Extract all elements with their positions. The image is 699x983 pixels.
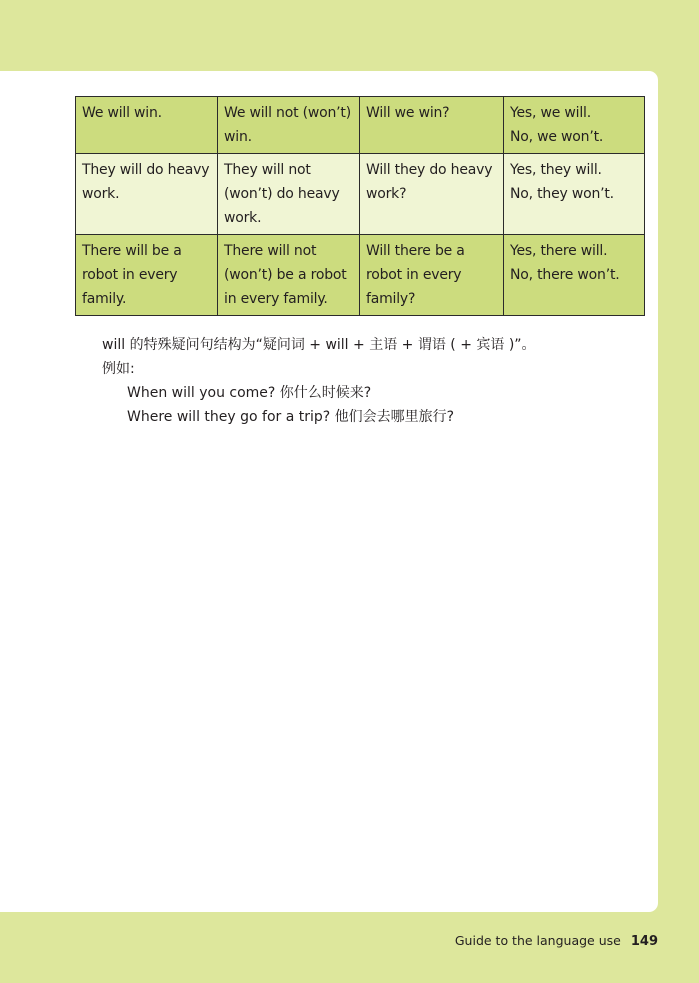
table-cell bbox=[76, 97, 218, 154]
cell-line: No, we won’t. bbox=[510, 129, 604, 145]
grammar-table bbox=[75, 96, 645, 316]
cell-line: work. bbox=[224, 210, 262, 226]
table-row bbox=[76, 154, 645, 235]
table-cell bbox=[218, 97, 360, 154]
cell-line: Yes, they will. bbox=[510, 162, 602, 178]
cell-line: We will not (won’t) bbox=[224, 105, 351, 121]
cell-line: in every family. bbox=[224, 291, 328, 307]
example-sentence: When will you come? 你什么时候来? bbox=[127, 385, 372, 401]
page-number: 149 bbox=[630, 934, 658, 949]
table-cell bbox=[218, 154, 360, 235]
page-footer bbox=[455, 933, 658, 949]
cell-line: robot in every bbox=[82, 267, 178, 283]
cell-line: We will win. bbox=[82, 105, 162, 121]
rule-text: will 的特殊疑问句结构为“疑问词 + will + 主语 + 谓语 ( + 宾语 )”。 bbox=[102, 337, 536, 353]
table-cell bbox=[360, 97, 504, 154]
cell-line: Yes, there will. bbox=[510, 243, 608, 259]
section-title: Guide to the language use bbox=[454, 933, 621, 948]
cell-line: No, there won’t. bbox=[510, 267, 620, 283]
cell-line: work. bbox=[82, 186, 120, 202]
table-cell bbox=[360, 154, 504, 235]
cell-line: win. bbox=[224, 129, 252, 145]
cell-line: No, they won’t. bbox=[510, 186, 614, 202]
example-sentence: Where will they go for a trip? 他们会去哪里旅行? bbox=[127, 409, 455, 425]
cell-line: work? bbox=[366, 186, 407, 202]
table-cell bbox=[218, 235, 360, 316]
cell-line: (won’t) be a robot bbox=[224, 267, 347, 283]
cell-line: Yes, we will. bbox=[510, 105, 591, 121]
table-cell bbox=[504, 97, 645, 154]
cell-line: There will be a bbox=[82, 243, 182, 259]
cell-line: They will do heavy bbox=[82, 162, 210, 178]
cell-line: family. bbox=[82, 291, 127, 307]
table-cell bbox=[504, 154, 645, 235]
cell-line: Will there be a bbox=[366, 243, 465, 259]
cell-line: family? bbox=[366, 291, 416, 307]
table-row bbox=[76, 97, 645, 154]
table-cell bbox=[360, 235, 504, 316]
table-cell bbox=[76, 154, 218, 235]
grammar-notes bbox=[102, 333, 536, 429]
example-label: 例如: bbox=[102, 361, 135, 377]
cell-line: There will not bbox=[224, 243, 317, 259]
cell-line: robot in every bbox=[366, 267, 462, 283]
cell-line: (won’t) do heavy bbox=[224, 186, 340, 202]
cell-line: They will not bbox=[224, 162, 311, 178]
cell-line: Will they do heavy bbox=[366, 162, 493, 178]
table-cell bbox=[504, 235, 645, 316]
cell-line: Will we win? bbox=[366, 105, 450, 121]
table-row bbox=[76, 235, 645, 316]
table-cell bbox=[76, 235, 218, 316]
